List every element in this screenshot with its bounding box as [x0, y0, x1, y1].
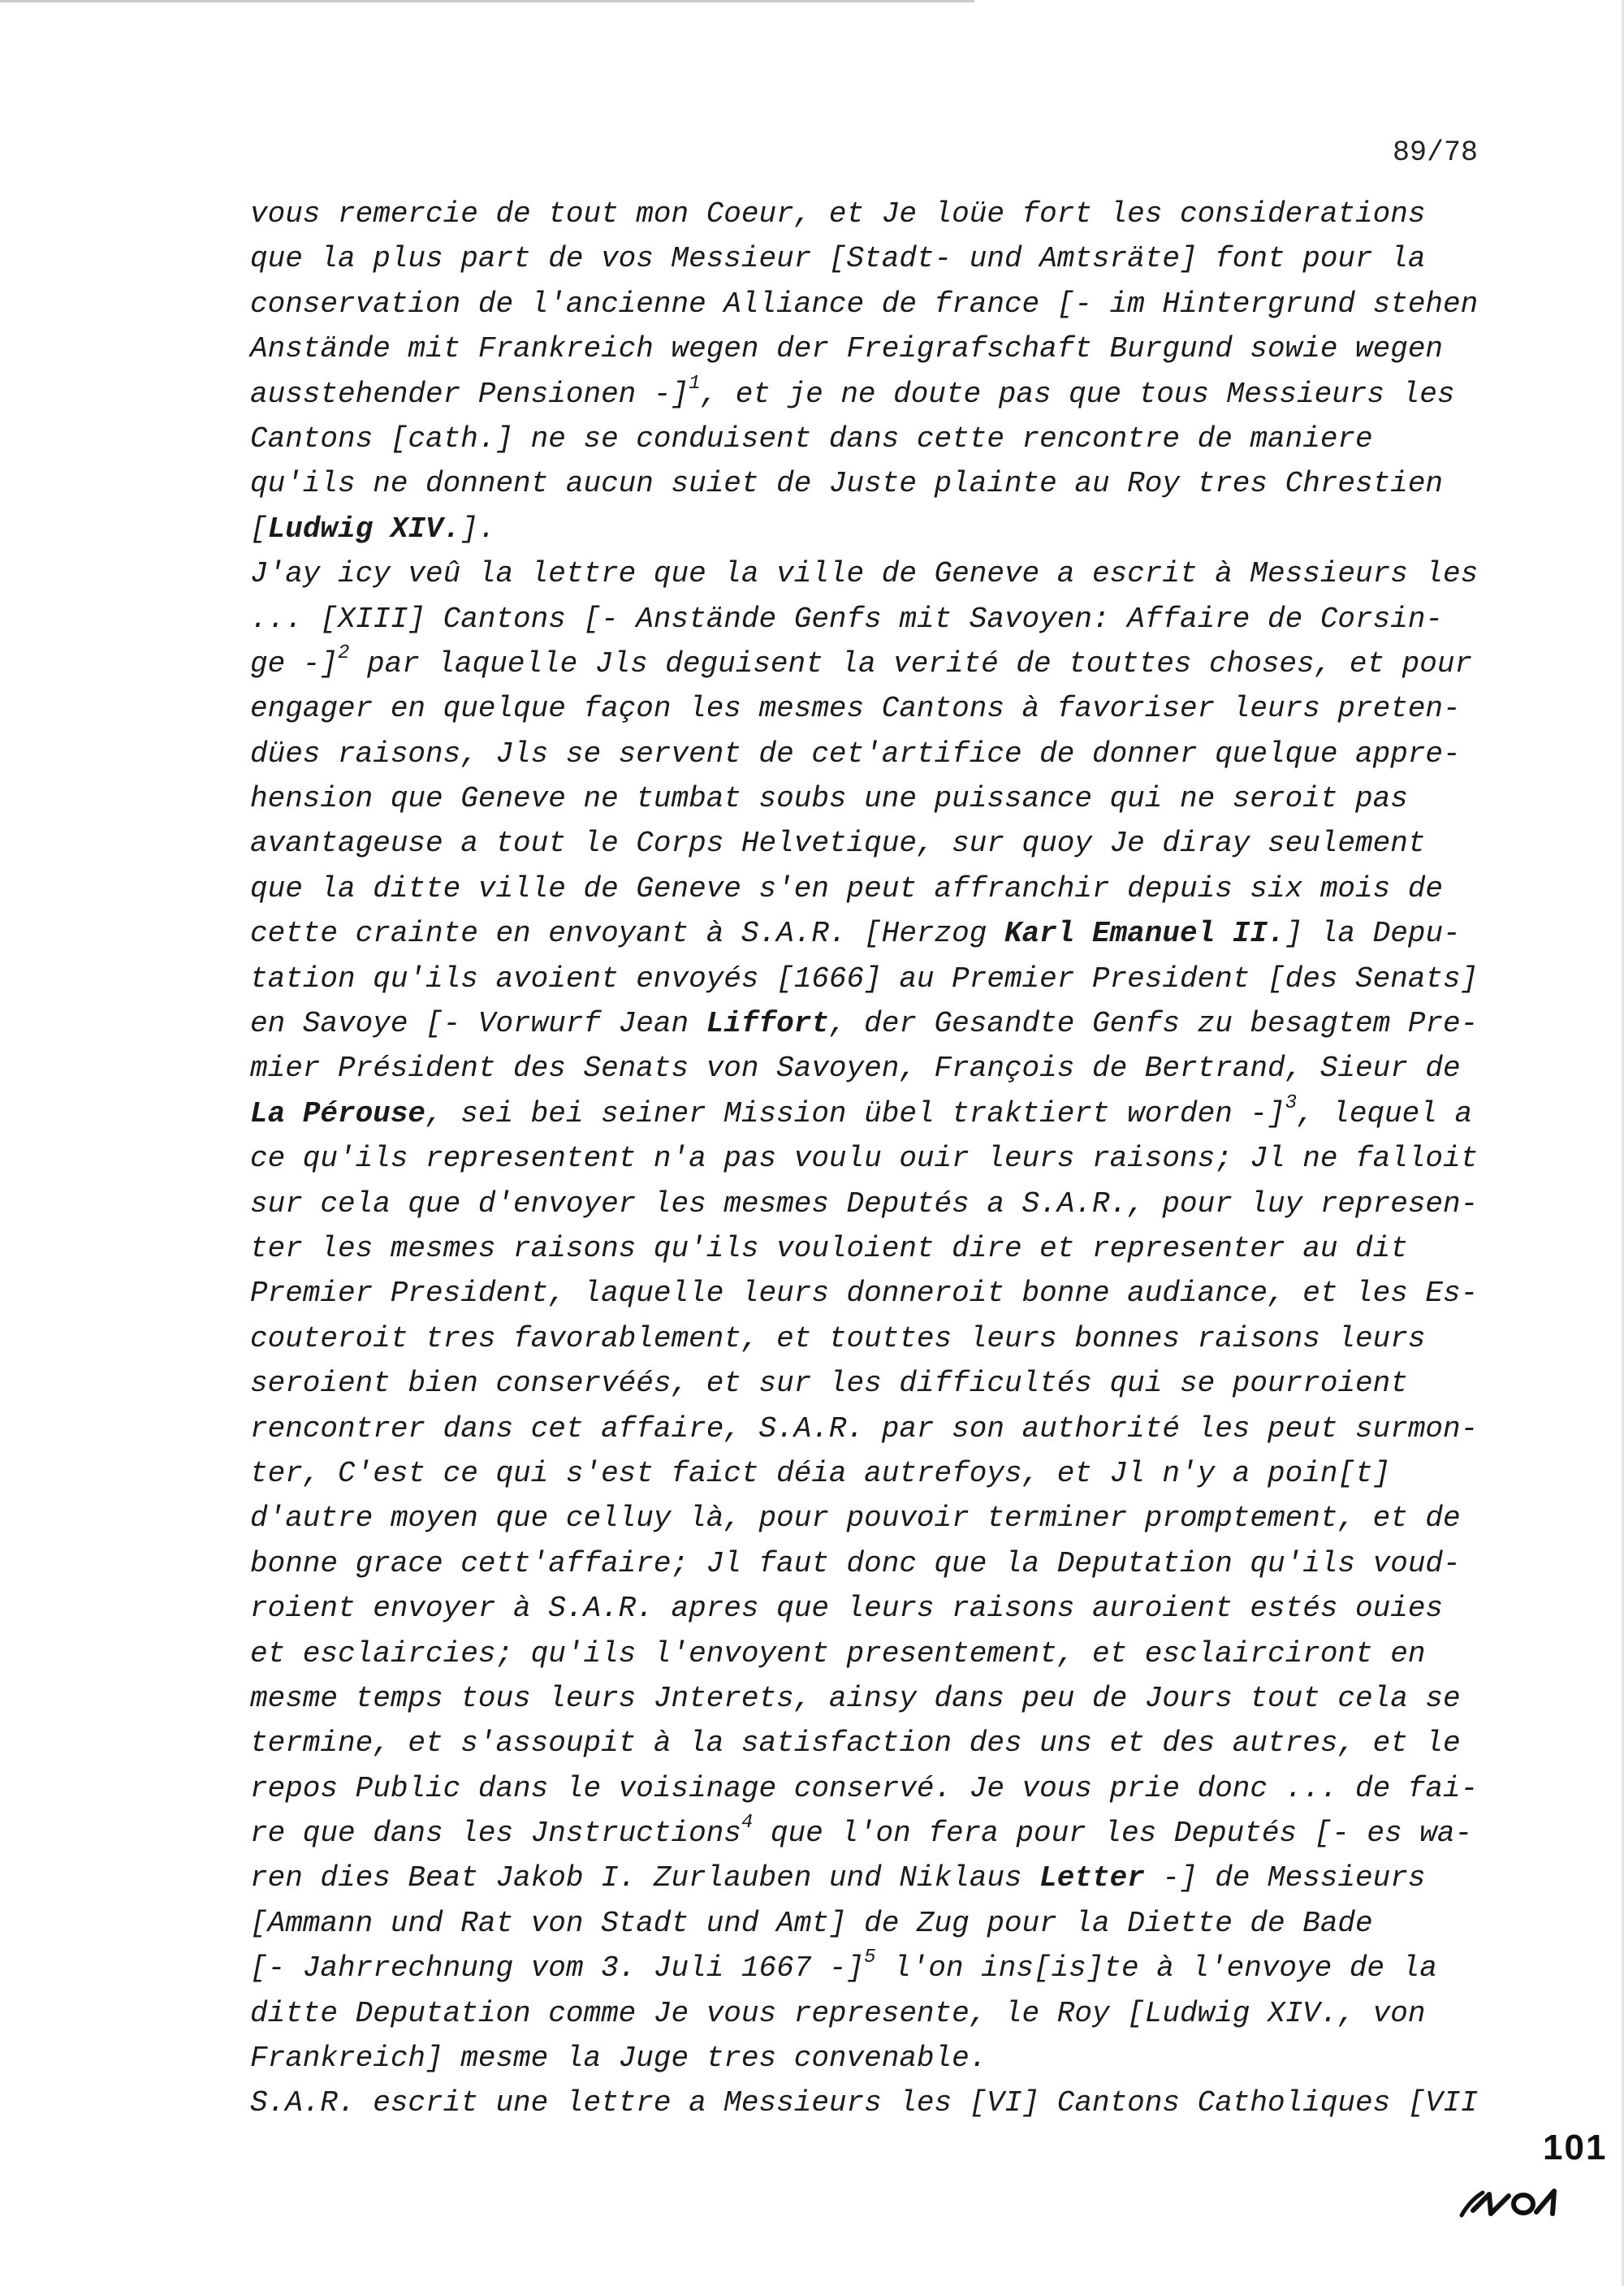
text-segment: , der Gesandte Genfs zu besagtem Pre-: [828, 1007, 1479, 1041]
bold-name: Ludwig XIV.: [267, 512, 461, 546]
text-segment: que la plus part de vos Messieur [Stadt- und Amtsräte] font pour la: [250, 242, 1426, 276]
text-line: [250, 1407, 1582, 1451]
text-segment: dües raisons, Jls se servent de cet'artifice de donner quelque appre-: [250, 737, 1461, 771]
text-segment: par laquelle Jls deguisent la verité de touttes choses, et pour: [349, 646, 1473, 681]
text-segment: en Savoye [- Vorwurf Jean: [250, 1007, 706, 1041]
text-line: [250, 686, 1582, 731]
text-line: [250, 821, 1582, 866]
text-segment: S.A.R. escrit une lettre a Messieurs les [VI] Cantons Catholiques [VII: [250, 2086, 1479, 2120]
text-segment: ] la Depu-: [1285, 917, 1461, 951]
text-line: [250, 1901, 1582, 1946]
text-segment: d'autre moyen que celluy là, pour pouvoir terminer promptement, et de: [250, 1502, 1461, 1536]
text-line: [250, 1541, 1582, 1586]
text-segment: mesme temps tous leurs Jnterets, ainsy dans peu de Jours tout cela se: [250, 1681, 1461, 1715]
text-line: [250, 192, 1582, 236]
folio-stamp-number: 101: [1543, 2128, 1608, 2167]
footnote-marker: 1: [689, 372, 701, 395]
footnote-marker: 4: [741, 1812, 754, 1834]
text-line: [250, 1631, 1582, 1676]
text-line: [250, 1226, 1582, 1271]
text-line: [250, 642, 1582, 686]
text-segment: , et je ne doute pas que tous Messieurs les: [700, 377, 1455, 411]
text-line: [250, 1316, 1582, 1361]
text-line: [250, 1451, 1582, 1496]
text-segment: Premier President, laquelle leurs donneroit bonne audiance, et les Es-: [250, 1277, 1479, 1311]
text-line: [250, 957, 1582, 1001]
text-segment: rencontrer dans cet affaire, S.A.R. par son authorité les peut surmon-: [250, 1411, 1479, 1445]
text-line: [250, 2081, 1582, 2125]
text-segment: engager en quelque façon les mesmes Cantons à favoriser leurs preten-: [250, 692, 1461, 726]
bold-name: Liffort: [706, 1007, 829, 1041]
text-segment: qu'ils ne donnent aucun suiet de Juste plainte au Roy tres Chrestien: [250, 467, 1444, 501]
text-line: [250, 461, 1582, 506]
text-segment: ge -]: [250, 646, 339, 681]
text-segment: ausstehender Pensionen -]: [250, 377, 689, 411]
text-line: [250, 1182, 1582, 1226]
scan-top-edge: [0, 0, 974, 2]
text-line: [250, 1091, 1582, 1136]
footnote-marker: 3: [1285, 1091, 1298, 1114]
text-segment: re que dans les Jnstructions: [250, 1817, 741, 1851]
text-line: [250, 507, 1582, 551]
text-line: [250, 1991, 1582, 2036]
text-segment: vous remercie de tout mon Coeur, et Je loüe fort les considerations: [250, 197, 1426, 231]
text-line: [250, 1721, 1582, 1765]
bold-name: Karl Emanuel II.: [1004, 917, 1285, 951]
footnote-marker: 5: [864, 1947, 876, 1969]
text-line: [250, 1001, 1582, 1046]
text-line: [250, 732, 1582, 776]
text-line: [250, 911, 1582, 956]
text-segment: mier Président des Senats von Savoyen, François de Bertrand, Sieur de: [250, 1052, 1461, 1086]
text-line: [250, 551, 1582, 596]
bold-name: Letter: [1039, 1861, 1145, 1895]
text-segment: termine, et s'assoupit à la satisfaction des uns et des autres, et le: [250, 1726, 1461, 1761]
text-line: [250, 1496, 1582, 1541]
text-segment: avantageuse a tout le Corps Helvetique, sur quoy Je diray seulement: [250, 827, 1426, 861]
text-segment: [: [250, 512, 268, 546]
text-line: [250, 1361, 1582, 1406]
text-segment: l'on ins[is]te à l'envoye de la: [875, 1951, 1437, 1986]
text-segment: que l'on fera pour les Deputés [- es wa-: [753, 1817, 1473, 1851]
text-segment: repos Public dans le voisinage conservé. Je vous prie donc ... de fai-: [250, 1771, 1479, 1805]
text-segment: ter les mesmes raisons qu'ils vouloient dire et representer au dit: [250, 1231, 1408, 1265]
text-line: [250, 866, 1582, 911]
text-segment: -] de Messieurs: [1144, 1861, 1426, 1895]
text-segment: bonne grace cett'affaire; Jl faut donc que la Deputation qu'ils voud-: [250, 1546, 1461, 1580]
text-line: [250, 372, 1582, 417]
text-line: [250, 2036, 1582, 2081]
text-segment: Anstände mit Frankreich wegen der Freigrafschaft Burgund sowie wegen: [250, 332, 1444, 366]
text-line: [250, 1586, 1582, 1631]
text-segment: hension que Geneve ne tumbat soubs une puissance qui ne seroit pas: [250, 782, 1408, 816]
text-line: [250, 417, 1582, 461]
text-segment: seroient bien conservéés, et sur les difficultés qui se pourroient: [250, 1367, 1408, 1401]
text-segment: Frankreich] mesme la Juge tres convenable.: [250, 2042, 987, 2076]
footnote-marker: 2: [338, 642, 350, 664]
text-segment: , lequel a: [1297, 1096, 1473, 1130]
page-number: 89/78: [1393, 136, 1479, 169]
text-line: [250, 282, 1582, 326]
text-line: [250, 1856, 1582, 1900]
text-segment: Cantons [cath.] ne se conduisent dans cette rencontre de maniere: [250, 421, 1373, 456]
text-line: [250, 1136, 1582, 1181]
text-segment: [Ammann und Rat von Stadt und Amt] de Zug pour la Diette de Bade: [250, 1906, 1373, 1940]
text-segment: et esclaircies; qu'ils l'envoyent presentement, et esclairciront en: [250, 1636, 1426, 1670]
text-segment: ter, C'est ce qui s'est faict déia autrefoys, et Jl n'y a poin[t]: [250, 1456, 1391, 1490]
text-segment: cette crainte en envoyant à S.A.R. [Herzog: [250, 917, 1004, 951]
text-line: [250, 597, 1582, 642]
text-line: [250, 776, 1582, 821]
text-segment: sur cela que d'envoyer les mesmes Deputés a S.A.R., pour luy represen-: [250, 1186, 1479, 1221]
text-line: [250, 1046, 1582, 1091]
text-segment: roient envoyer à S.A.R. apres que leurs raisons auroient estés ouies: [250, 1592, 1444, 1626]
text-line: [250, 1676, 1582, 1721]
text-line: [250, 1766, 1582, 1811]
text-line: [250, 1946, 1582, 1990]
text-segment: conservation de l'ancienne Alliance de france [- im Hintergrund stehen: [250, 287, 1479, 321]
text-segment: , sei bei seiner Mission übel traktiert worden -]: [425, 1096, 1285, 1130]
text-segment: J'ay icy veû la lettre que la ville de Geneve a escrit à Messieurs les: [250, 557, 1479, 591]
text-segment: ren dies Beat Jakob I. Zurlauben und Niklaus: [250, 1861, 1040, 1895]
text-line: [250, 1271, 1582, 1316]
text-line: [250, 236, 1582, 281]
text-segment: couteroit tres favorablement, et touttes leurs bonnes raisons leurs: [250, 1321, 1426, 1355]
text-segment: ditte Deputation comme Je vous represente, le Roy [Ludwig XIV., von: [250, 1996, 1426, 2030]
bold-name: La Pérouse: [250, 1096, 426, 1130]
text-segment: que la ditte ville de Geneve s'en peut affranchir depuis six mois de: [250, 871, 1444, 905]
document-body: [250, 192, 1582, 2126]
text-segment: ].: [460, 512, 496, 546]
text-line: [250, 1811, 1582, 1856]
text-segment: tation qu'ils avoient envoyés [1666] au Premier President [des Senats]: [250, 962, 1479, 996]
text-line: [250, 326, 1582, 371]
text-segment: [- Jahrrechnung vom 3. Juli 1667 -]: [250, 1951, 865, 1986]
text-segment: ... [XIII] Cantons [- Anstände Genfs mit Savoyen: Affaire de Corsin-: [250, 602, 1444, 636]
text-segment: ce qu'ils representent n'a pas voulu ouir leurs raisons; Jl ne falloit: [250, 1142, 1479, 1176]
